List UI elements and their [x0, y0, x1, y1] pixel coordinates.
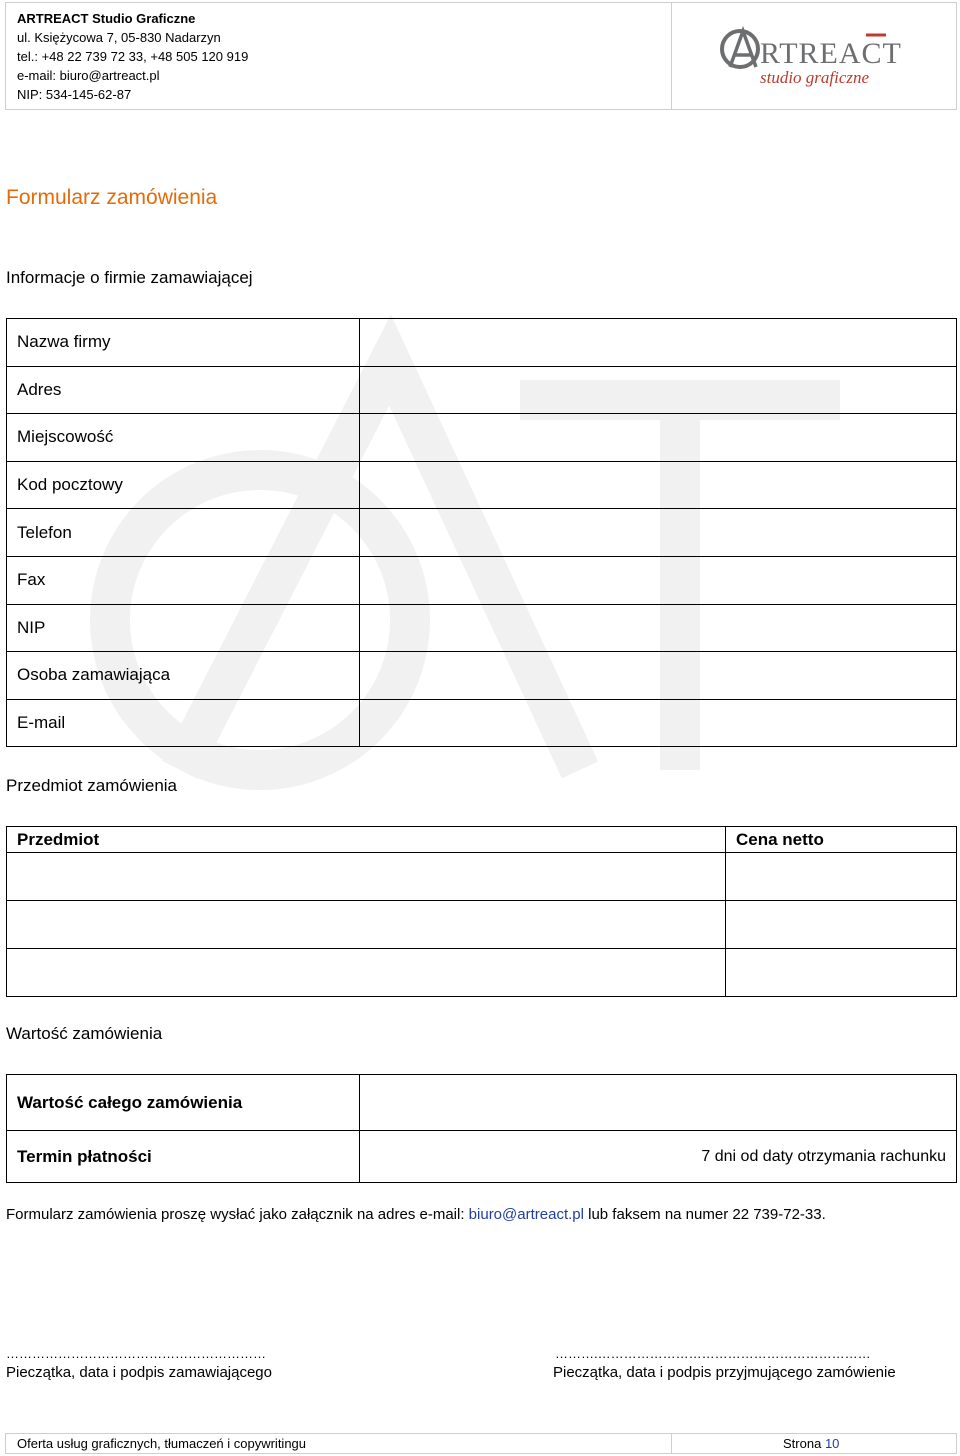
- field-label: Adres: [7, 366, 360, 414]
- column-header-item: Przedmiot: [7, 827, 726, 853]
- page-label: Strona: [783, 1436, 822, 1451]
- company-address: ul. Księżycowa 7, 05-830 Nadarzyn: [17, 30, 221, 45]
- field-label: Osoba zamawiająca: [7, 652, 360, 700]
- item-cell[interactable]: [7, 853, 726, 901]
- signature-line-right: ……….………………………………………………………: [555, 1346, 871, 1361]
- items-header-row: [7, 827, 957, 853]
- field-value[interactable]: [360, 604, 957, 652]
- net-price-cell[interactable]: [726, 853, 957, 901]
- table-row: [7, 699, 957, 747]
- svg-text:RTREACT: RTREACT: [760, 37, 902, 70]
- note-text-after: lub faksem na numer 22 739-72-33.: [583, 1206, 826, 1223]
- field-value[interactable]: [360, 319, 957, 367]
- logo-area: [672, 3, 956, 109]
- field-value[interactable]: [360, 461, 957, 509]
- payment-term-label: Termin płatności: [7, 1131, 360, 1183]
- company-phone: tel.: +48 22 739 72 33, +48 505 120 919: [17, 49, 249, 64]
- value-section-heading: Wartość zamówienia: [6, 1024, 163, 1043]
- table-row: [7, 853, 957, 901]
- document-header: [5, 2, 957, 110]
- field-label: NIP: [7, 604, 360, 652]
- artreact-logo: [716, 23, 916, 93]
- payment-term-value: 7 dni od daty otrzymania rachunku: [360, 1131, 957, 1183]
- document-footer: [5, 1433, 957, 1454]
- order-items-table: [6, 826, 957, 997]
- table-row: [7, 652, 957, 700]
- note-text-before: Formularz zamówienia proszę wysłać jako załącznik na adres e-mail:: [6, 1206, 469, 1223]
- field-value[interactable]: [360, 699, 957, 747]
- total-value-field[interactable]: [360, 1075, 957, 1131]
- field-label: Fax: [7, 556, 360, 604]
- company-section-heading: Informacje o firmie zamawiającej: [6, 268, 253, 287]
- table-row: [7, 1131, 957, 1183]
- column-header-net-price: Cena netto: [726, 827, 957, 853]
- field-value[interactable]: [360, 509, 957, 557]
- items-section-heading: Przedmiot zamówienia: [6, 776, 178, 795]
- net-price-cell[interactable]: [726, 901, 957, 949]
- field-value[interactable]: [360, 414, 957, 462]
- net-price-cell[interactable]: [726, 949, 957, 997]
- table-row: [7, 604, 957, 652]
- company-email: e-mail: biuro@artreact.pl: [17, 68, 160, 83]
- field-label: Kod pocztowy: [7, 461, 360, 509]
- page-number: 10: [824, 1436, 840, 1451]
- company-name: ARTREACT Studio Graficzne: [17, 11, 196, 26]
- field-label: Miejscowość: [7, 414, 360, 462]
- company-contact-block: [6, 3, 672, 109]
- form-title: Formularz zamówienia: [6, 186, 218, 209]
- total-value-label: Wartość całego zamówienia: [7, 1075, 360, 1131]
- footer-page: [672, 1434, 956, 1453]
- signature-line-left: ……………………………………………………: [6, 1346, 266, 1361]
- company-info-table: [6, 318, 957, 747]
- signature-label-receiver: Pieczątka, data i podpis przyjmującego zamówienie: [553, 1364, 896, 1381]
- table-row: [7, 509, 957, 557]
- svg-text:studio graficzne: studio graficzne: [760, 68, 870, 87]
- table-row: [7, 319, 957, 367]
- submission-note: [6, 1206, 826, 1223]
- company-nip: NIP: 534-145-62-87: [17, 87, 132, 102]
- signature-label-orderer: Pieczątka, data i podpis zamawiającego: [6, 1364, 272, 1381]
- table-row: [7, 461, 957, 509]
- footer-offer-text: Oferta usług graficznych, tłumaczeń i copywritingu: [6, 1434, 672, 1453]
- item-cell[interactable]: [7, 949, 726, 997]
- order-value-table: [6, 1074, 957, 1183]
- table-row: [7, 901, 957, 949]
- table-row: [7, 1075, 957, 1131]
- item-cell[interactable]: [7, 901, 726, 949]
- field-label: E-mail: [7, 699, 360, 747]
- field-label: Telefon: [7, 509, 360, 557]
- field-value[interactable]: [360, 556, 957, 604]
- table-row: [7, 366, 957, 414]
- field-value[interactable]: [360, 652, 957, 700]
- table-row: [7, 949, 957, 997]
- table-row: [7, 414, 957, 462]
- table-row: [7, 556, 957, 604]
- field-label: Nazwa firmy: [7, 319, 360, 367]
- field-value[interactable]: [360, 366, 957, 414]
- note-email-link[interactable]: biuro@artreact.pl: [468, 1206, 584, 1223]
